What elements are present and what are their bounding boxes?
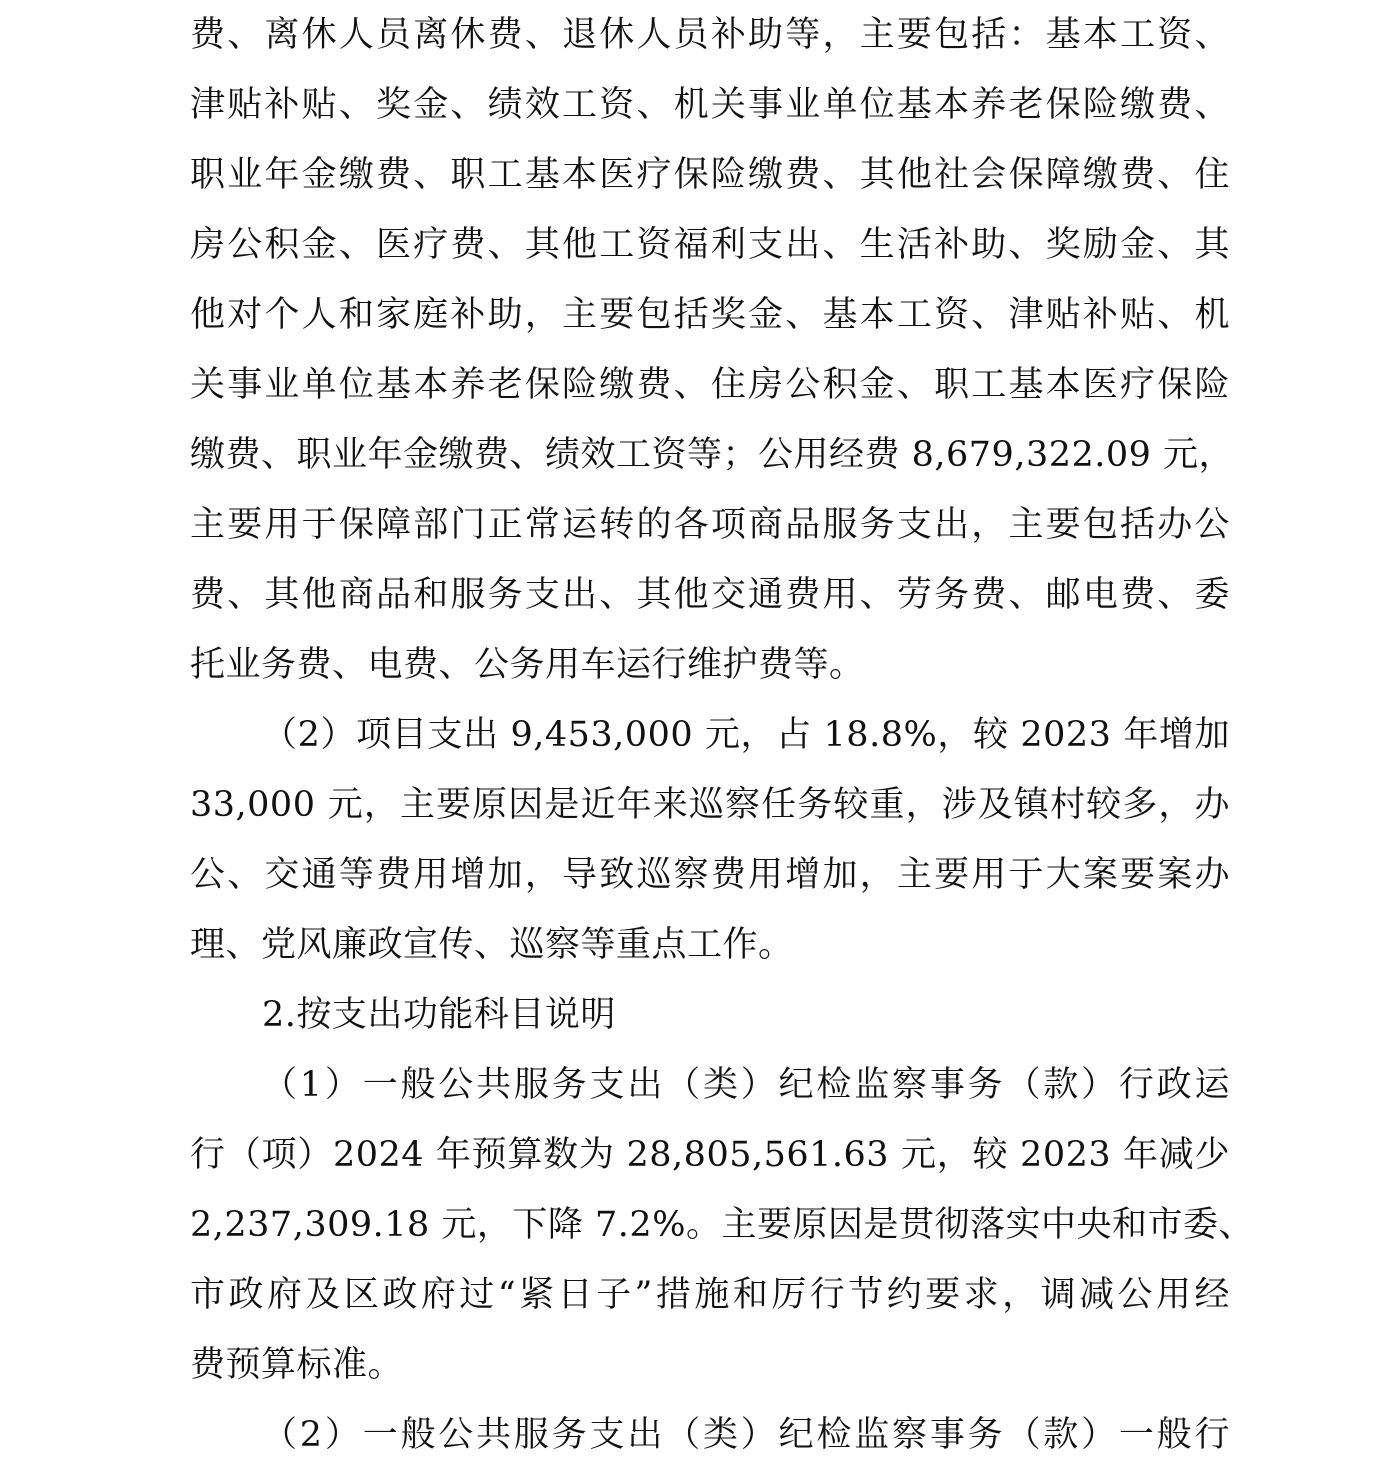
text-line: 行（项）2024 年预算数为 28,805,561.63 元，较 2023 年减少	[190, 1135, 1230, 1175]
text-line: 职业年金缴费、职工基本医疗保险缴费、其他社会保障缴费、住	[190, 155, 1230, 195]
text-line: 关事业单位基本养老保险缴费、住房公积金、职工基本医疗保险	[190, 365, 1230, 405]
document-body	[190, 0, 1254, 1470]
text-line: 缴费、职业年金缴费、绩效工资等；公用经费 8,679,322.09 元，	[190, 435, 1235, 475]
text-line: 费预算标准。	[190, 1345, 404, 1385]
text-line: 费、其他商品和服务支出、其他交通费用、劳务费、邮电费、委	[190, 575, 1230, 615]
text-line: 托业务费、电费、公务用车运行维护费等。	[190, 645, 865, 685]
text-line: 房公积金、医疗费、其他工资福利支出、生活补助、奖励金、其	[190, 225, 1230, 265]
text-line: 他对个人和家庭补助，主要包括奖金、基本工资、津贴补贴、机	[190, 295, 1230, 335]
text-line: 主要用于保障部门正常运转的各项商品服务支出，主要包括办公	[190, 505, 1230, 545]
text-line: 2,237,309.18 元，下降 7.2%。主要原因是贯彻落实中央和市委、	[190, 1205, 1254, 1245]
text-line: 2.按支出功能科目说明	[262, 995, 616, 1035]
text-line: （1）一般公共服务支出（类）纪检监察事务（款）行政运	[262, 1065, 1230, 1105]
text-line: 市政府及区政府过“紧日子”措施和厉行节约要求，调减公用经	[190, 1275, 1230, 1315]
text-line: （2）一般公共服务支出（类）纪检监察事务（款）一般行	[262, 1415, 1230, 1455]
text-line: 费、离休人员离休费、退休人员补助等，主要包括：基本工资、	[190, 15, 1230, 55]
text-line: （2）项目支出 9,453,000 元，占 18.8%，较 2023 年增加	[262, 715, 1230, 755]
text-line: 津贴补贴、奖金、绩效工资、机关事业单位基本养老保险缴费、	[190, 85, 1230, 125]
text-line: 理、党风廉政宣传、巡察等重点工作。	[190, 925, 794, 965]
text-line: 33,000 元，主要原因是近年来巡察任务较重，涉及镇村较多，办	[190, 785, 1230, 825]
text-line: 公、交通等费用增加，导致巡察费用增加，主要用于大案要案办	[190, 855, 1230, 895]
